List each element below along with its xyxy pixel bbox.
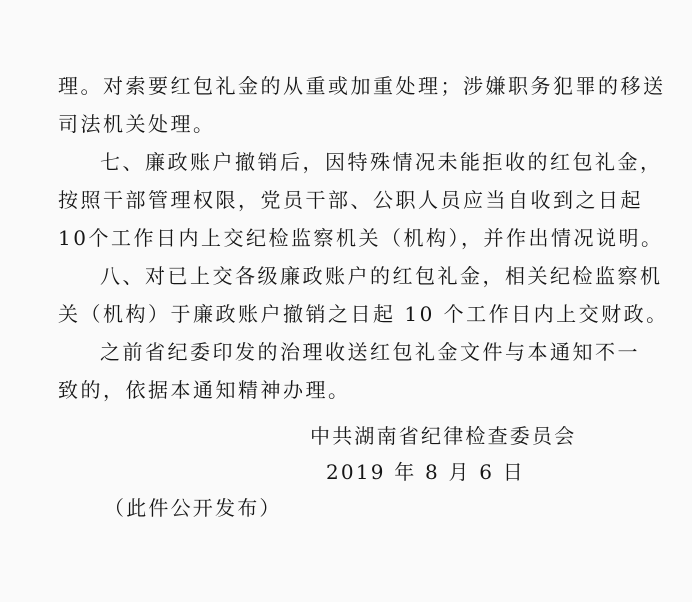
issuing-organization: 中共湖南省纪律检查委员会 (310, 424, 577, 448)
paragraph-continuation-line-1: 理。对索要红包礼金的从重或加重处理；涉嫌职务犯罪的移送 (58, 74, 666, 98)
closing-paragraph-line-1: 之前省纪委印发的治理收送红包礼金文件与本通知不一 (100, 340, 640, 364)
paragraph-seven-line-1: 七、廉政账户撤销后，因特殊情况未能拒收的红包礼金， (100, 150, 663, 174)
issue-date: 2019 年 8 月 6 日 (326, 460, 525, 484)
paragraph-continuation-line-2: 司法机关处理。 (58, 112, 216, 136)
paragraph-eight-line-2: 关（机构）于廉政账户撤销之日起 10 个工作日内上交财政。 (58, 302, 669, 326)
publication-note: （此件公开发布） (104, 496, 282, 520)
paragraph-seven-line-2: 按照干部管理权限，党员干部、公职人员应当自收到之日起 (58, 188, 643, 212)
paragraph-eight-line-1: 八、对已上交各级廉政账户的红包礼金，相关纪检监察机 (100, 264, 663, 288)
closing-paragraph-line-2: 致的，依据本通知精神办理。 (58, 378, 351, 402)
paragraph-seven-line-3: 10个工作日内上交纪检监察机关（机构），并作出情况说明。 (58, 226, 664, 250)
